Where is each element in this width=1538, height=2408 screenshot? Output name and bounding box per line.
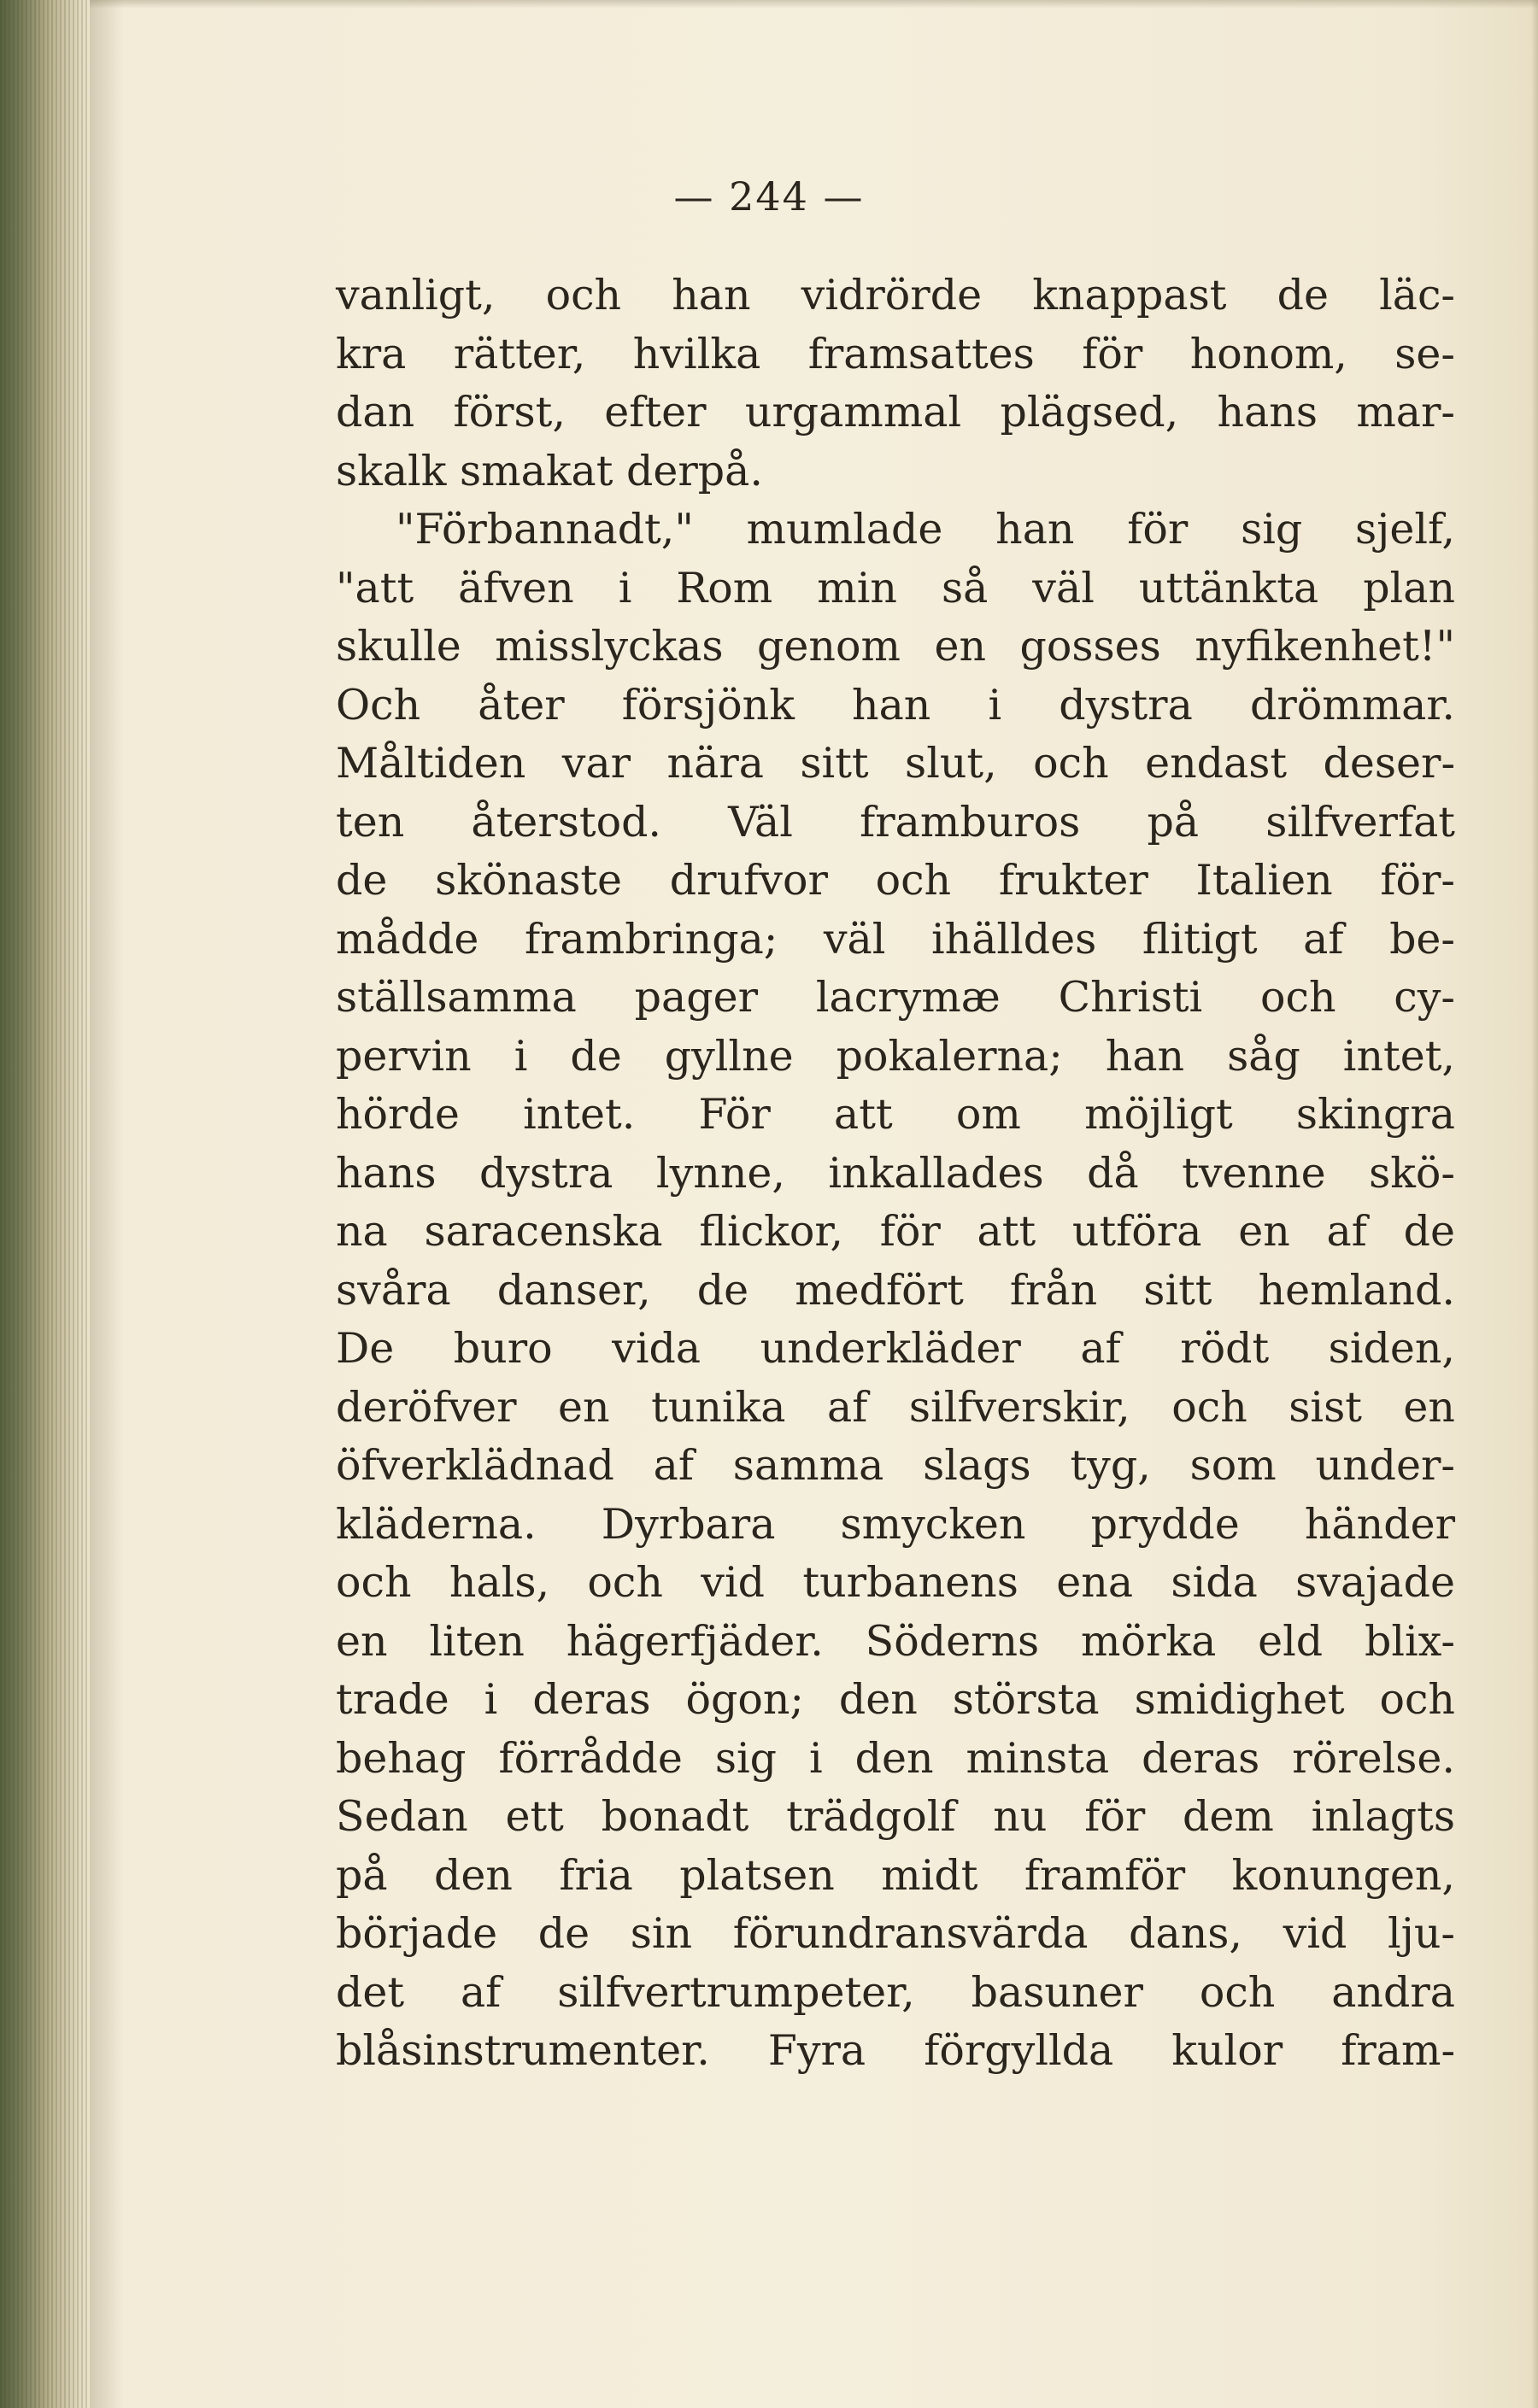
- text-line: Och åter försjönk han i dystra drömmar.: [336, 680, 1455, 729]
- text-line: mådde frambringa; väl ihälldes flitigt af be-: [336, 914, 1455, 964]
- body-text: [336, 267, 1455, 2081]
- text-line: Sedan ett bonadt trädgolf nu för dem inlagts: [336, 1792, 1455, 1841]
- text-line: de skönaste drufvor och frukter Italien för-: [336, 856, 1455, 905]
- text-line: "Förbannadt," mumlade han för sig sjelf,: [396, 505, 1455, 554]
- text-line: behag förrådde sig i den minsta deras rörelse.: [336, 1733, 1455, 1783]
- text-line: kra rätter, hvilka framsattes för honom, se-: [336, 329, 1455, 378]
- text-line: svåra danser, de medfört från sitt hemland.: [336, 1265, 1455, 1315]
- text-line: på den fria platsen midt framför konungen,: [336, 1850, 1455, 1900]
- text-line: ten återstod. Väl framburos på silfverfat: [336, 797, 1455, 847]
- text-line: na saracenska flickor, för att utföra en af de: [336, 1207, 1455, 1256]
- text-line: hörde intet. För att om möjligt skingra: [336, 1090, 1455, 1139]
- page-top-edge: [90, 0, 1538, 9]
- text-line: började de sin förundransvärda dans, vid lju-: [336, 1909, 1455, 1958]
- text-line: öfverklädnad af samma slags tyg, som under-: [336, 1441, 1455, 1490]
- text-line: en liten hägerfjäder. Söderns mörka eld blix-: [336, 1616, 1455, 1666]
- gutter-shadow: [90, 0, 124, 2408]
- text-line: De buro vida underkläder af rödt siden,: [336, 1324, 1455, 1373]
- text-line: hans dystra lynne, inkallades då tvenne skö-: [336, 1148, 1455, 1198]
- text-line: kläderna. Dyrbara smycken prydde händer: [336, 1499, 1455, 1549]
- text-line: vanligt, och han vidrörde knappast de läc-: [336, 271, 1455, 319]
- page-right-edge: [1531, 0, 1538, 2408]
- text-line: Måltiden var nära sitt slut, och endast deser-: [336, 739, 1455, 788]
- text-line: skalk smakat derpå.: [336, 446, 763, 495]
- text-line: och hals, och vid turbanens ena sida svajade: [336, 1558, 1455, 1607]
- text-line: pervin i de gyllne pokalerna; han såg intet,: [336, 1031, 1455, 1081]
- text-line: det af silfvertrumpeter, basuner och andra: [336, 1967, 1455, 2017]
- text-line: deröfver en tunika af silfverskir, och sist en: [336, 1382, 1455, 1432]
- page-number: — 244 —: [673, 173, 865, 220]
- text-line: blåsinstrumenter. Fyra förgyllda kulor fram-: [336, 2026, 1455, 2075]
- text-line: skulle misslyckas genom en gosses nyfikenhet!": [336, 622, 1455, 671]
- text-line: ställsamma pager lacrymæ Christi och cy-: [336, 973, 1455, 1022]
- book-binding-edge: [0, 0, 90, 2408]
- text-line: trade i deras ögon; den största smidighet och: [336, 1675, 1455, 1724]
- text-line: "att äfven i Rom min så väl uttänkta plan: [336, 563, 1455, 612]
- text-line: dan först, efter urgammal plägsed, hans mar-: [336, 388, 1455, 436]
